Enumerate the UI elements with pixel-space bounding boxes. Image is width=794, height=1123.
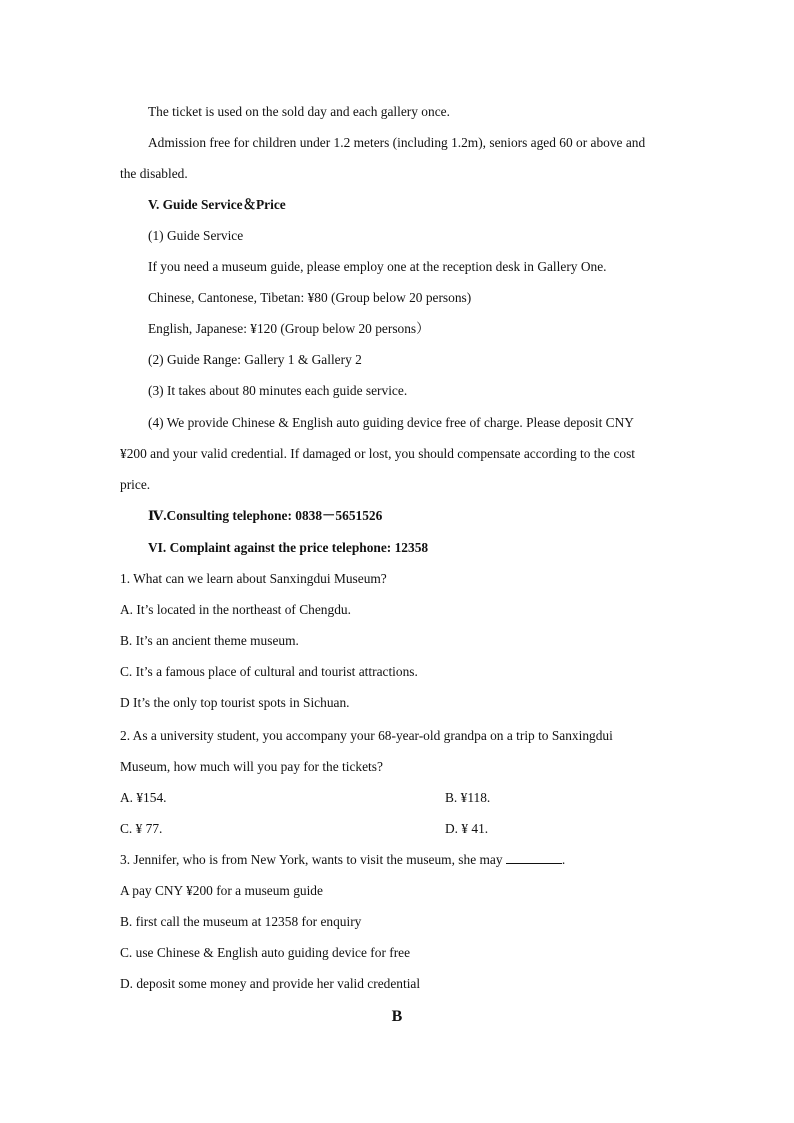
question-1-stem: 1. What can we learn about Sanxingdui Museum? bbox=[120, 571, 387, 586]
guide-section-heading: V. Guide Service＆Price bbox=[148, 197, 286, 212]
section-b-heading: B bbox=[391, 1008, 403, 1025]
price-chinese-text: Chinese, Cantonese, Tibetan: ¥80 (Group below 20 persons) bbox=[148, 290, 472, 305]
question-2-option-a: A. ¥154. bbox=[120, 790, 167, 805]
question-3-option-b: B. first call the museum at 12358 for enquiry bbox=[120, 914, 362, 929]
admission-text-line1: Admission free for children under 1.2 meters (including 1.2m), seniors aged 60 or above and bbox=[148, 135, 646, 150]
question-2-option-c: C. ¥ 77. bbox=[120, 821, 163, 836]
question-3-stem-end: . bbox=[561, 852, 566, 867]
consulting-telephone-heading: Ⅳ.Consulting telephone: 0838－5651526 bbox=[148, 508, 383, 523]
question-3-option-a: A pay CNY ¥200 for a museum guide bbox=[120, 883, 323, 898]
device-text-line1: (4) We provide Chinese & English auto guiding device free of charge. Please deposit CNY bbox=[148, 415, 634, 430]
answer-blank bbox=[506, 851, 562, 864]
device-text-line3: price. bbox=[120, 477, 151, 492]
guide-employ-text: If you need a museum guide, please employ one at the reception desk in Gallery One. bbox=[148, 259, 607, 274]
question-3-stem-text: 3. Jennifer, who is from New York, wants to visit the museum, she may bbox=[120, 852, 503, 867]
question-2-option-b: B. ¥118. bbox=[445, 790, 491, 805]
price-english-text: English, Japanese: ¥120 (Group below 20 persons） bbox=[148, 321, 430, 336]
complaint-telephone-heading: VI. Complaint against the price telephone: 12358 bbox=[148, 540, 429, 555]
guide-service-subheading: (1) Guide Service bbox=[148, 228, 244, 243]
question-1-option-c: C. It’s a famous place of cultural and tourist attractions. bbox=[120, 664, 418, 679]
question-3-stem bbox=[120, 851, 565, 869]
admission-text-line2: the disabled. bbox=[120, 166, 188, 181]
question-3-option-d: D. deposit some money and provide her valid credential bbox=[120, 976, 421, 991]
guide-time-text: (3) It takes about 80 minutes each guide service. bbox=[148, 383, 408, 398]
guide-range-text: (2) Guide Range: Gallery 1 & Gallery 2 bbox=[148, 352, 362, 367]
question-2-stem-line1: 2. As a university student, you accompany your 68-year-old grandpa on a trip to Sanxingdui bbox=[120, 728, 613, 743]
ticket-rule-text: The ticket is used on the sold day and each gallery once. bbox=[148, 104, 450, 119]
question-2-option-d: D. ¥ 41. bbox=[445, 821, 489, 836]
question-1-option-d: D It’s the only top tourist spots in Sichuan. bbox=[120, 695, 350, 710]
question-3-option-c: C. use Chinese & English auto guiding device for free bbox=[120, 945, 411, 960]
question-2-stem-line2: Museum, how much will you pay for the tickets? bbox=[120, 759, 383, 774]
question-1-option-b: B. It’s an ancient theme museum. bbox=[120, 633, 299, 648]
question-1-option-a: A. It’s located in the northeast of Chengdu. bbox=[120, 602, 351, 617]
device-text-line2: ¥200 and your valid credential. If damaged or lost, you should compensate according to the cost bbox=[120, 446, 636, 461]
